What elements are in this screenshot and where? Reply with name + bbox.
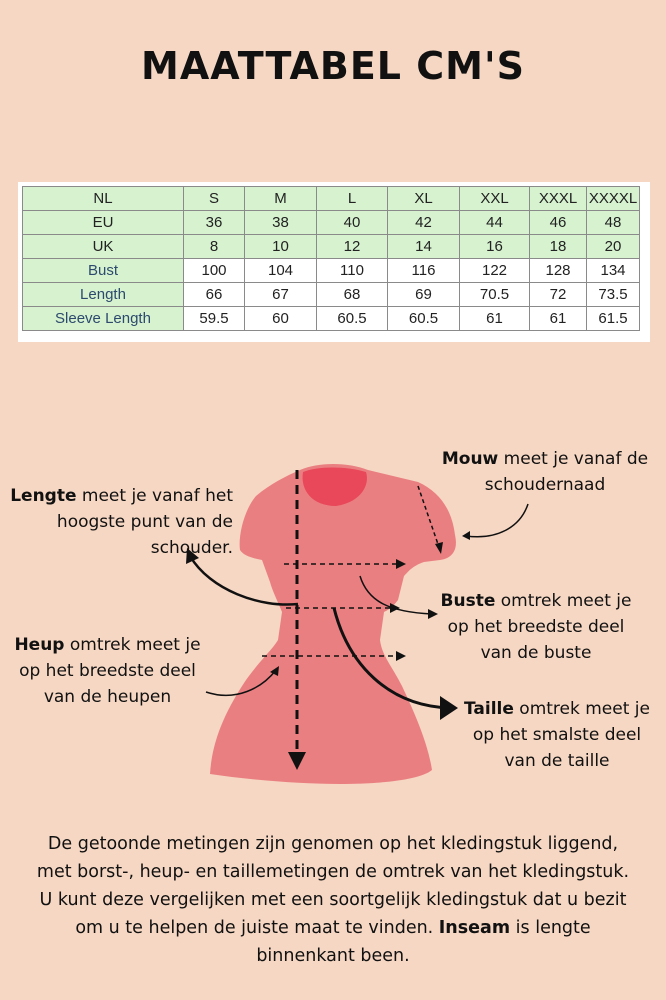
table-cell: 134 — [587, 259, 640, 283]
label-taille: Taille omtrek meet je op het smalste deel van de taille — [464, 699, 650, 771]
label-buste: Buste omtrek meet je op het breedste deel van de buste — [440, 591, 632, 663]
table-cell: 61 — [460, 307, 530, 331]
label-mouw: Mouw meet je vanaf de schoudernaad — [441, 449, 649, 495]
table-cell: 10 — [245, 235, 317, 259]
table-cell: 38 — [245, 211, 317, 235]
row-label: Sleeve Length — [23, 307, 184, 331]
table-cell: 61.5 — [587, 307, 640, 331]
table-cell: 73.5 — [587, 283, 640, 307]
table-cell: 116 — [388, 259, 460, 283]
table-cell: 18 — [530, 235, 587, 259]
table-cell: 110 — [317, 259, 388, 283]
table-cell: 128 — [530, 259, 587, 283]
table-cell: 122 — [460, 259, 530, 283]
table-row — [23, 235, 640, 259]
label-lengte: Lengte meet je vanaf het hoogste punt van de schouder. — [10, 486, 233, 558]
size-table — [22, 186, 640, 331]
table-cell: 14 — [388, 235, 460, 259]
table-cell: 72 — [530, 283, 587, 307]
table-cell: 60.5 — [317, 307, 388, 331]
page-title: MAATTABEL CM'S — [141, 44, 525, 88]
table-cell: 59.5 — [184, 307, 245, 331]
table-cell: L — [317, 187, 388, 211]
table-cell: 100 — [184, 259, 245, 283]
table-row — [23, 211, 640, 235]
table-cell: 40 — [317, 211, 388, 235]
table-cell: 60 — [245, 307, 317, 331]
label-heup: Heup omtrek meet je op het breedste deel van de heupen — [14, 635, 201, 707]
table-cell: XXXXL — [587, 187, 640, 211]
table-row — [23, 307, 640, 331]
table-cell: 44 — [460, 211, 530, 235]
table-cell: 104 — [245, 259, 317, 283]
size-table-container — [18, 182, 650, 342]
table-row — [23, 187, 640, 211]
row-label: Length — [23, 283, 184, 307]
table-cell: 60.5 — [388, 307, 460, 331]
row-label: Bust — [23, 259, 184, 283]
table-cell: 20 — [587, 235, 640, 259]
table-cell: 8 — [184, 235, 245, 259]
table-row — [23, 259, 640, 283]
table-cell: 12 — [317, 235, 388, 259]
table-cell: 69 — [388, 283, 460, 307]
table-cell: 42 — [388, 211, 460, 235]
table-cell: 16 — [460, 235, 530, 259]
table-cell: 68 — [317, 283, 388, 307]
mouw-pointer-arrow — [466, 504, 528, 537]
dress-shape — [210, 464, 456, 784]
table-cell: 61 — [530, 307, 587, 331]
row-label: UK — [23, 235, 184, 259]
table-cell: 46 — [530, 211, 587, 235]
table-row — [23, 283, 640, 307]
table-cell: XL — [388, 187, 460, 211]
table-cell: M — [245, 187, 317, 211]
table-cell: S — [184, 187, 245, 211]
table-cell: XXL — [460, 187, 530, 211]
table-cell: 67 — [245, 283, 317, 307]
table-cell: 70.5 — [460, 283, 530, 307]
row-label: EU — [23, 211, 184, 235]
table-cell: 48 — [587, 211, 640, 235]
footer-note: De getoonde metingen zijn genomen op het kledingstuk liggend, met borst-, heup- en taillemetingen de omtrek van het kledingstuk. U kunt deze vergelijken met een soortgelijk kledingstuk dat u bezit om u te helpen de juiste maat te vinden. Inseam is lengte binnenkant been. — [36, 834, 630, 966]
table-cell: 36 — [184, 211, 245, 235]
table-cell: 66 — [184, 283, 245, 307]
row-label: NL — [23, 187, 184, 211]
table-cell: XXXL — [530, 187, 587, 211]
